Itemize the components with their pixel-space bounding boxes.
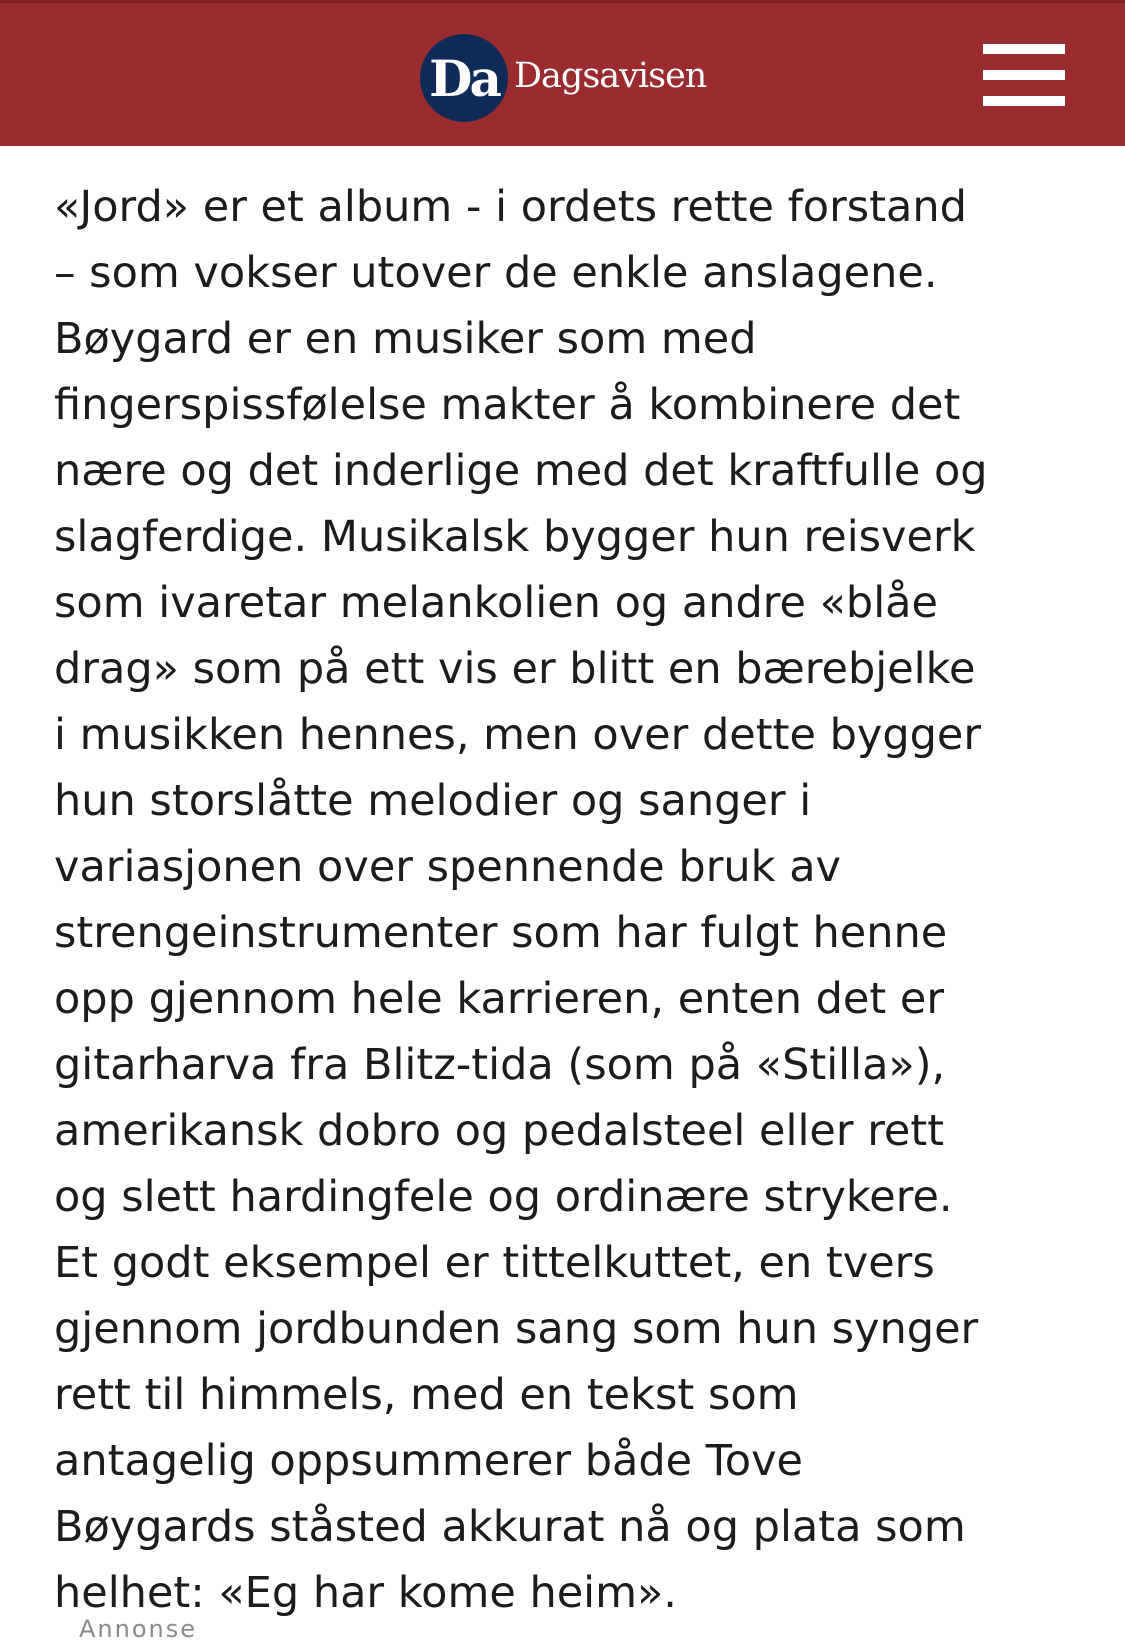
article-line: – som vokser utover de enkle anslagene. [54,248,938,298]
article-line: rett til himmels, med en tekst som [54,1370,799,1420]
article-line: helhet: «Eg har kome heim». [54,1568,677,1618]
article-line: opp gjennom hele karrieren, enten det er [54,974,945,1024]
menu-bar-bottom [983,96,1065,106]
hamburger-icon[interactable] [983,44,1065,108]
article-line: hun storslåtte melodier og sanger i [54,776,812,826]
logo-badge: Da [420,34,508,122]
article-line: i musikken hennes, men over dette bygger [54,710,982,760]
article-line: fingerspissfølelse makter å kombinere det [54,380,961,430]
article-line: Et godt eksempel er tittelkuttet, en tvers [54,1238,935,1288]
menu-bar-middle [983,70,1065,80]
article-paragraph [54,174,1084,1626]
ad-label: Annonse [79,1615,198,1643]
article-line: nære og det inderlige med det kraftfulle og [54,446,988,496]
article-line: «Jord» er et album - i ordets rette forstand [54,182,967,232]
article-line: strengeinstrumenter som har fulgt henne [54,908,948,958]
article-line: antagelig oppsummerer både Tove [54,1436,803,1486]
article-line: som ivaretar melankolien og andre «blåe [54,578,938,628]
article-line: gitarharva fra Blitz-tida (som på «Stilla»), [54,1040,946,1090]
top-navigation-bar [0,0,1125,146]
menu-bar-top [983,44,1065,54]
article-line: gjennom jordbunden sang som hun synger [54,1304,979,1354]
article-line: Bøygard er en musiker som med [54,314,757,364]
article-line: og slett hardingfele og ordinære strykere. [54,1172,953,1222]
article-line: Bøygards ståsted akkurat nå og plata som [54,1502,966,1552]
logo-wordmark: Dagsavisen [514,56,707,96]
article-line: drag» som på ett vis er blitt en bærebjelke [54,644,976,694]
article-line: variasjonen over spennende bruk av [54,842,841,892]
article-line: slagferdige. Musikalsk bygger hun reisverk [54,512,976,562]
article-line: amerikansk dobro og pedalsteel eller rett [54,1106,945,1156]
dagsavisen-logo[interactable] [420,33,706,123]
